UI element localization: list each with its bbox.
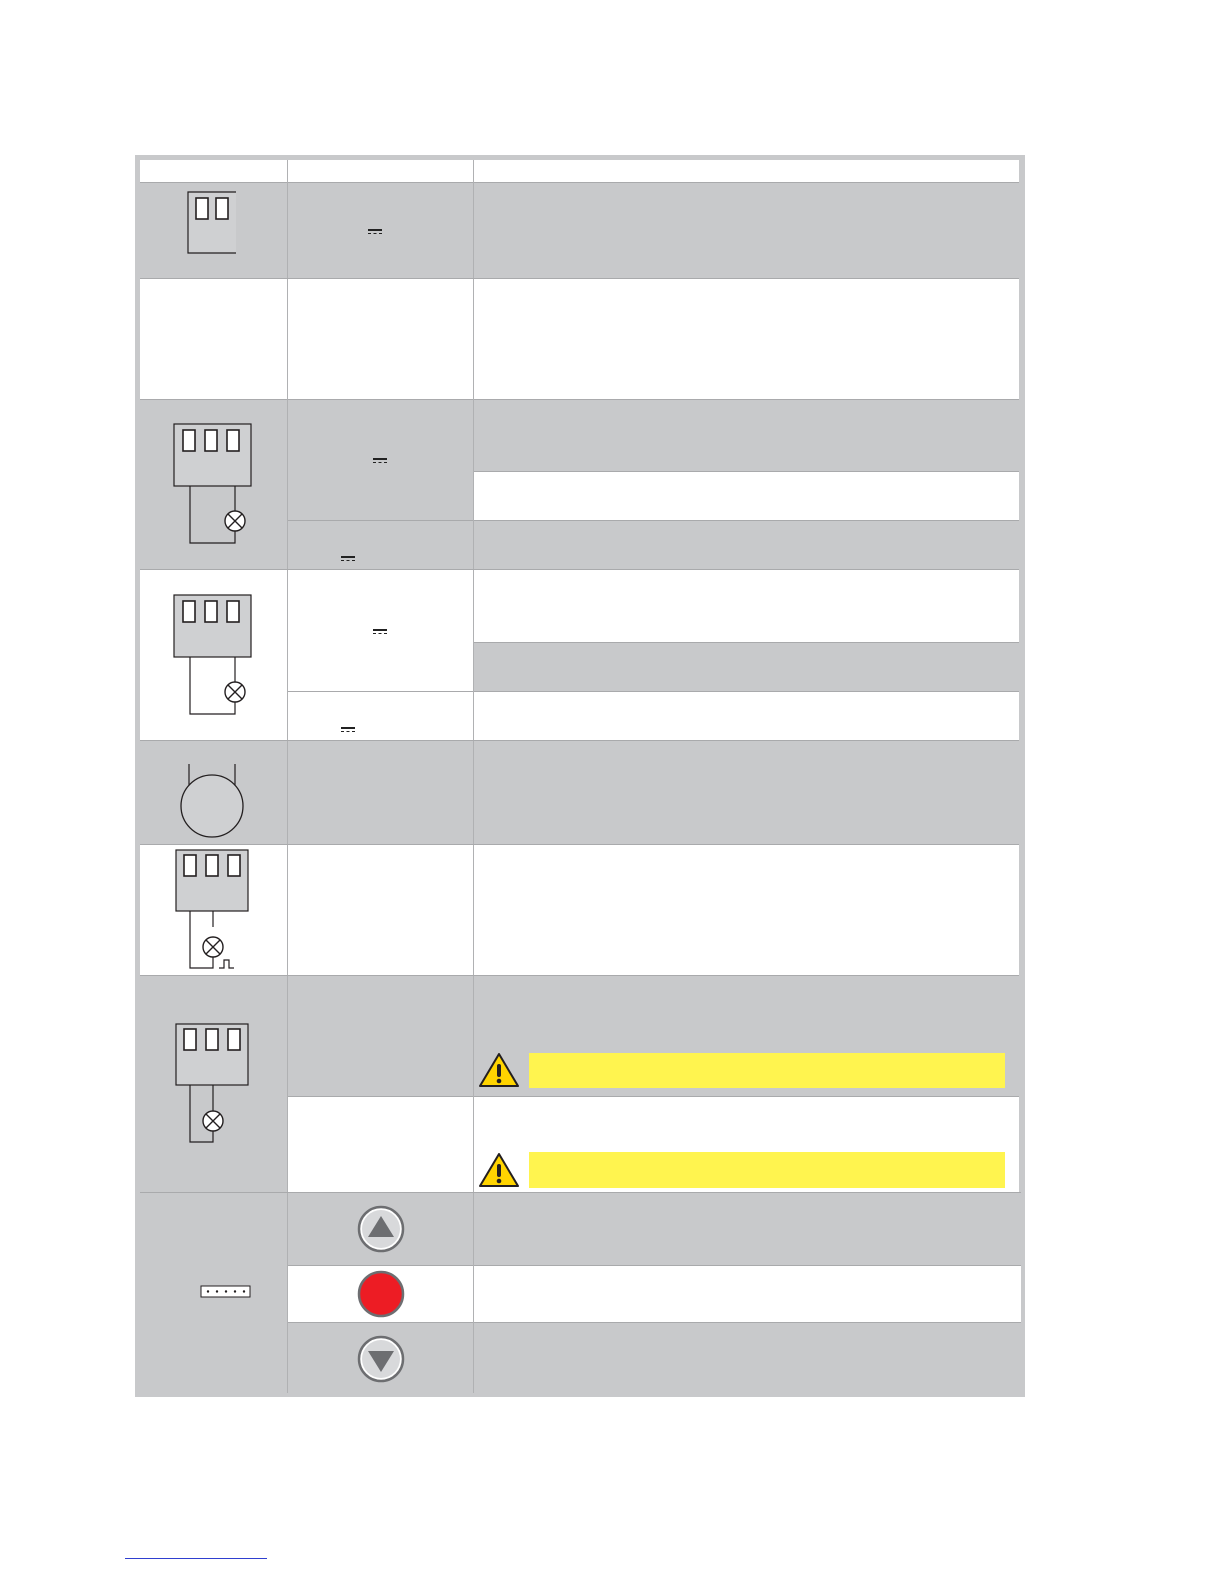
up-arrow-button-icon[interactable] [356,1204,406,1254]
dc-icon [373,458,387,464]
table-row-pulse-output [140,845,1019,975]
three-pin-terminal-with-lamp-icon [172,422,256,548]
warning-bar [529,1152,1005,1188]
dc-icon [341,556,355,562]
warning-icon [478,1052,520,1088]
motor-circle-icon [178,762,248,840]
five-pin-connector-icon [200,1285,252,1299]
three-pin-terminal-with-lamp-icon [172,593,256,719]
three-pin-terminal-with-lamp-icon [174,1022,258,1146]
two-pin-terminal-icon [186,190,240,256]
dc-icon [373,629,387,635]
warning-icon [478,1152,520,1188]
warning-bar [529,1053,1005,1088]
down-arrow-button-icon[interactable] [356,1334,406,1384]
table-subrow [474,472,1019,520]
footer-link-underline [125,1558,267,1559]
table-row-blank [140,279,1019,399]
stop-button-icon[interactable] [356,1269,406,1319]
dc-icon [341,727,355,733]
table-subrow [474,643,1019,691]
table-header-row [140,160,1019,182]
three-pin-terminal-pulse-lamp-icon [174,848,258,972]
dc-icon [368,229,382,235]
